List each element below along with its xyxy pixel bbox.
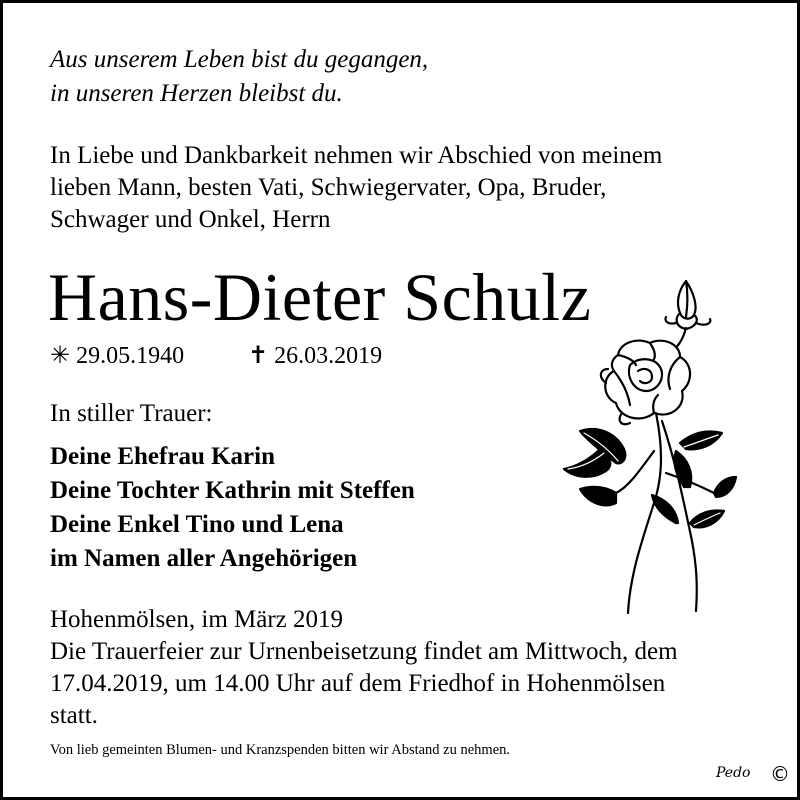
motto-line: in unseren Herzen bleibst du. — [50, 80, 343, 107]
motto — [50, 43, 428, 111]
birth-date: ✳ 29.05.1940 — [50, 343, 185, 369]
mourner-line: im Namen aller Angehörigen — [50, 545, 358, 572]
service-info — [50, 636, 678, 732]
signature: Pedo — [716, 765, 751, 781]
rose-icon — [558, 273, 738, 618]
mourner-line: Deine Ehefrau Karin — [50, 443, 275, 470]
intro-line: Schwager und Onkel, Herrn — [50, 206, 331, 233]
mourners-list — [50, 440, 415, 576]
service-line: statt. — [50, 702, 98, 729]
mourner-line: Deine Tochter Kathrin mit Steffen — [50, 477, 415, 504]
flowers-note: Von lieb gemeinten Blumen- und Kranzspenden bitten wir Abstand zu nehmen. — [50, 742, 511, 758]
mourner-line: Deine Enkel Tino und Lena — [50, 511, 344, 538]
mourning-label: In stiller Trauer: — [50, 400, 213, 427]
copyright-symbol: © — [770, 762, 790, 786]
intro-line: lieben Mann, besten Vati, Schwiegervater, Opa, Bruder, — [50, 174, 607, 201]
intro-line: In Liebe und Dankbarkeit nehmen wir Abschied von meinem — [50, 142, 663, 169]
death-date: ✝ 26.03.2019 — [248, 343, 383, 369]
service-line: 17.04.2019, um 14.00 Uhr auf dem Friedhof in Hohenmölsen — [50, 670, 666, 697]
motto-line: Aus unserem Leben bist du gegangen, — [50, 46, 429, 73]
intro-text — [50, 140, 662, 236]
service-line: Die Trauerfeier zur Urnenbeisetzung findet am Mittwoch, dem — [50, 638, 678, 665]
life-dates — [50, 340, 383, 372]
deceased-name: Hans-Dieter Schulz — [48, 259, 592, 335]
place-date: Hohenmölsen, im März 2019 — [50, 606, 344, 633]
